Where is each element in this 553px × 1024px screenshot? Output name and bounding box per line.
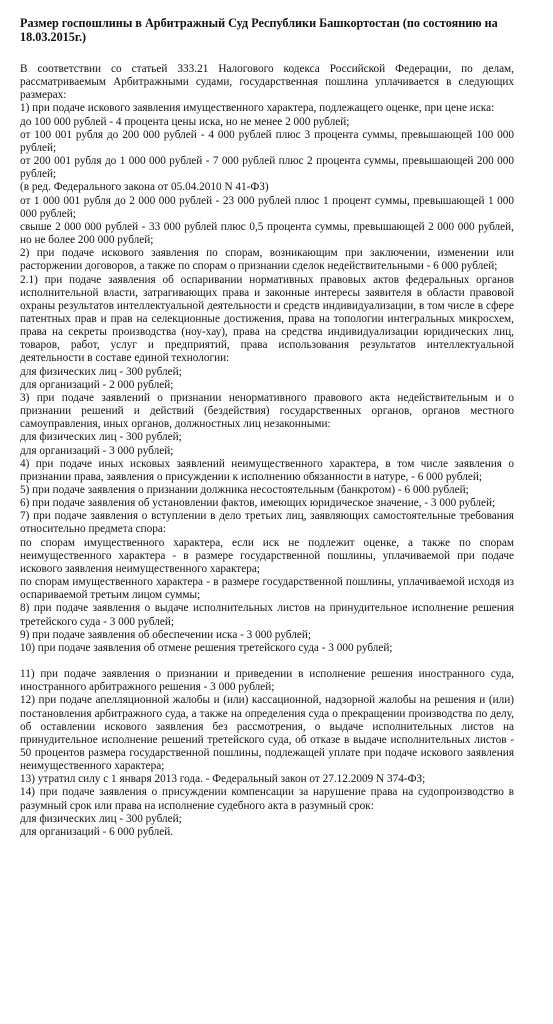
clause-7-property: по спорам имущественного характера - в размере государственной пошлины, уплачиваемой исходя из оспариваемой третьим лицом суммы; xyxy=(20,576,514,602)
clause-9: 9) при подаче заявления об обеспечении иска - 3 000 рублей; xyxy=(20,628,311,641)
clause-1-rate-2: от 100 001 рубля до 200 000 рублей - 4 000 рублей плюс 3 процента суммы, превышающей 100 000 рублей; xyxy=(20,128,514,154)
clause-2-1-individuals: для физических лиц - 300 рублей; xyxy=(20,365,182,378)
clause-13: 13) утратил силу с 1 января 2013 года. - Федеральный закон от 27.12.2009 N 374-ФЗ; xyxy=(20,773,426,786)
clause-4: 4) при подаче иных исковых заявлений неимущественного характера, в том числе заявления о признании права, заявления о присуждении к исполнению обязанности в натуре, - 6 000 рублей; xyxy=(20,457,514,483)
amendment-note: (в ред. Федерального закона от 05.04.2010 N 41-ФЗ) xyxy=(20,181,269,194)
clause-1-rate-3: от 200 001 рубля до 1 000 000 рублей - 7 000 рублей плюс 2 процента суммы, превышающей 200 000 рублей; xyxy=(20,155,514,181)
clause-3-organizations: для организаций - 3 000 рублей; xyxy=(20,444,174,457)
document xyxy=(20,16,514,839)
clause-14-organizations: для организаций - 6 000 рублей. xyxy=(20,825,174,838)
clause-6: 6) при подаче заявления об установлении фактов, имеющих юридическое значение, - 3 000 рублей; xyxy=(20,497,496,510)
clause-3-individuals: для физических лиц - 300 рублей; xyxy=(20,431,182,444)
document-title: Размер госпошлины в Арбитражный Суд Республики Башкортостан (по состоянию на 18.03.2015г.) xyxy=(20,16,498,44)
clause-14-individuals: для физических лиц - 300 рублей; xyxy=(20,812,182,825)
clause-14: 14) при подаче заявления о присуждении компенсации за нарушение права на судопроизводство в разумный срок или права на исполнение судебного акта в разумный срок: xyxy=(20,786,514,812)
clause-2: 2) при подаче искового заявления по спорам, возникающим при заключении, изменении или расторжении договоров, а также по спорам о признании сделок недействительными - 6 000 рублей; xyxy=(20,247,514,273)
clause-3: 3) при подаче заявлений о признании ненормативного правового акта недействительным и о признании решений и действий (бездействия) государственных органов, органов местного самоуправления, иных органов, должностных лиц незаконными: xyxy=(20,391,514,431)
clause-5: 5) при подаче заявления о признании должника несостоятельным (банкротом) - 6 000 рублей; xyxy=(20,484,469,496)
clause-10: 10) при подаче заявления об отмене решения третейского суда - 3 000 рублей; xyxy=(20,641,393,654)
clause-1: 1) при подаче искового заявления имущественного характера, подлежащего оценке, при цене иска: xyxy=(20,102,495,115)
clause-1-rate-4: от 1 000 001 рубля до 2 000 000 рублей - 23 000 рублей плюс 1 процент суммы, превышающей 1 000 000 рублей; xyxy=(20,194,514,220)
clause-7: 7) при подаче заявления о вступлении в дело третьих лиц, заявляющих самостоятельные требования относительно предмета спора: xyxy=(20,510,514,536)
intro-paragraph: В соответствии со статьей 333.21 Налогового кодекса Российской Федерации, по делам, рассматриваемым Арбитражными судами, государственная пошлина уплачивается в следующих размерах: xyxy=(20,63,514,102)
clause-1-rate-1: до 100 000 рублей - 4 процента цены иска, но не менее 2 000 рублей; xyxy=(20,115,350,128)
clause-1-rate-5: свыше 2 000 000 рублей - 33 000 рублей плюс 0,5 процента суммы, превышающей 2 000 000 рублей, но не более 200 000 рублей; xyxy=(20,220,514,247)
clause-2-1-organizations: для организаций - 2 000 рублей; xyxy=(20,378,174,391)
clause-11: 11) при подаче заявления о признании и приведении в исполнение решения иностранного суда, иностранного арбитражного решения - 3 000 рублей; xyxy=(20,668,514,694)
clause-12: 12) при подаче апелляционной жалобы и (или) кассационной, надзорной жалобы на решения и (или) постановления арбитражного суда, а также на определения суда о прекращении производства по делу, об оставлении искового заявления без рассмотрения, о выдаче исполнительных листов на принудительное исполнение решений третейского суда, об отказе в выдаче исполнительных листов - 50 процентов размера государственной пошлины, подлежащей уплате при подаче искового заявления неимущественного характера; xyxy=(20,694,514,773)
clause-8: 8) при подаче заявления о выдаче исполнительных листов на принудительное исполнение решения третейского суда - 3 000 рублей; xyxy=(20,602,514,628)
clause-2-1: 2.1) при подаче заявления об оспаривании нормативных правовых актов федеральных органов исполнительной власти, затрагивающих права и законные интересы заявителя в области правовой охраны результатов интеллектуальной деятельности и средств индивидуализации, в том числе в сфере патентных прав и прав на селекционные достижения, права на топологии интегральных микросхем, права на секреты производства (ноу-хау), права на средства индивидуализации юридических лиц, товаров, работ, услуг и предприятий, права использования результатов интеллектуальной деятельности в составе единой технологии: xyxy=(20,273,514,365)
clause-7-non-assessable: по спорам имущественного характера, если иск не подлежит оценке, а также по спорам неимущественного характера - в размере государственной пошлины, уплачиваемой при подаче искового заявления неимущественного характера; xyxy=(20,536,514,575)
